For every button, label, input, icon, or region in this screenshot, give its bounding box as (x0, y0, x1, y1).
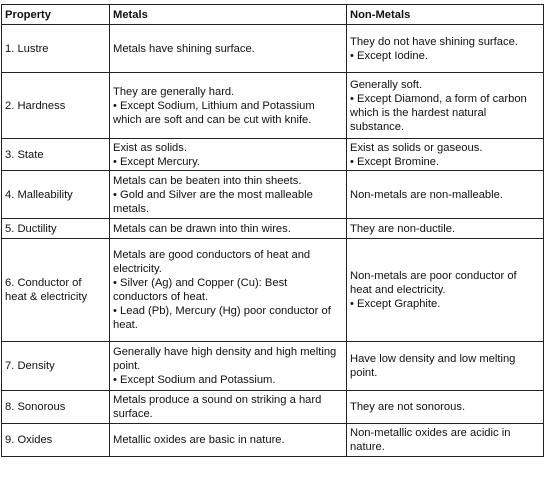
metals-cell (110, 219, 347, 239)
header-property: Property (2, 5, 110, 25)
nonmetals-cell (347, 171, 544, 219)
table-row (2, 239, 544, 342)
property-cell: 1. Lustre (2, 25, 110, 73)
cell-line: • Except Iodine. (350, 49, 428, 62)
cell-line: • Except Mercury. (113, 155, 201, 168)
metals-cell (110, 239, 347, 342)
table-row (2, 342, 544, 391)
cell-line: They do not have shining surface. (350, 35, 518, 48)
metals-cell (110, 171, 347, 219)
table-row (2, 139, 544, 171)
cell-line: Non-metallic oxides are acidic in nature. (350, 427, 511, 453)
metals-cell (110, 342, 347, 391)
metals-cell (110, 25, 347, 73)
property-cell: 3. State (2, 139, 110, 171)
cell-line: They are generally hard. (113, 85, 235, 98)
cell-line: They are not sonorous. (350, 401, 466, 413)
table-row (2, 424, 544, 457)
cell-line: Metals have shining surface. (113, 42, 255, 55)
cell-line: Have low density and low melting point. (350, 353, 516, 379)
nonmetals-cell (347, 239, 544, 342)
nonmetals-cell (347, 73, 544, 139)
cell-line: They are non-ductile. (350, 222, 456, 235)
cell-line: Exist as solids. (113, 141, 187, 154)
table-header-row (2, 5, 544, 25)
header-nonmetals: Non-Metals (347, 5, 544, 25)
property-cell: 8. Sonorous (2, 391, 110, 424)
cell-line: • Lead (Pb), Mercury (Hg) poor conductor of heat. (113, 305, 331, 331)
nonmetals-cell (347, 219, 544, 239)
cell-line: Metals can be drawn into thin wires. (113, 222, 291, 235)
cell-line: • Silver (Ag) and Copper (Cu): Best conductors of heat. (113, 277, 288, 303)
property-cell: 9. Oxides (2, 424, 110, 457)
nonmetals-cell (347, 139, 544, 171)
cell-line: Metallic oxides are basic in nature. (113, 434, 285, 446)
cell-line: • Except Sodium and Potassium. (113, 374, 276, 386)
nonmetals-cell (347, 25, 544, 73)
nonmetals-cell (347, 342, 544, 391)
cell-line: Non-metals are poor conductor of heat and electricity. (350, 270, 517, 296)
table-row (2, 25, 544, 73)
table-row (2, 219, 544, 239)
cell-line: Non-metals are non-malleable. (350, 188, 503, 201)
table-row (2, 73, 544, 139)
property-cell: 7. Density (2, 342, 110, 391)
property-cell: 2. Hardness (2, 73, 110, 139)
metals-cell (110, 139, 347, 171)
cell-line: • Except Sodium, Lithium and Potassium which are soft and can be cut with knife. (113, 99, 315, 126)
property-cell: 4. Malleability (2, 171, 110, 219)
table-row (2, 391, 544, 424)
cell-line: Generally have high density and high melting point. (113, 346, 337, 372)
cell-line: Metals produce a sound on striking a hard surface. (113, 394, 322, 420)
metals-cell (110, 391, 347, 424)
cell-line: • Except Graphite. (350, 298, 441, 310)
cell-line: • Gold and Silver are the most malleable metals. (113, 188, 313, 215)
metals-cell (110, 424, 347, 457)
property-cell: 5. Ductility (2, 219, 110, 239)
cell-line: Metals can be beaten into thin sheets. (113, 174, 302, 187)
cell-line: • Except Diamond, a form of carbon which is the hardest natural substance. (350, 92, 527, 133)
metals-cell (110, 73, 347, 139)
table-row (2, 171, 544, 219)
nonmetals-cell (347, 424, 544, 457)
header-metals: Metals (110, 5, 347, 25)
cell-line: • Except Bromine. (350, 155, 440, 168)
nonmetals-cell (347, 391, 544, 424)
cell-line: Generally soft. (350, 78, 423, 91)
property-cell: 6. Conductor of heat & electricity (2, 239, 110, 342)
cell-line: Exist as solids or gaseous. (350, 141, 483, 154)
cell-line: Metals are good conductors of heat and electricity. (113, 249, 311, 275)
metals-nonmetals-comparison-table (1, 4, 544, 457)
